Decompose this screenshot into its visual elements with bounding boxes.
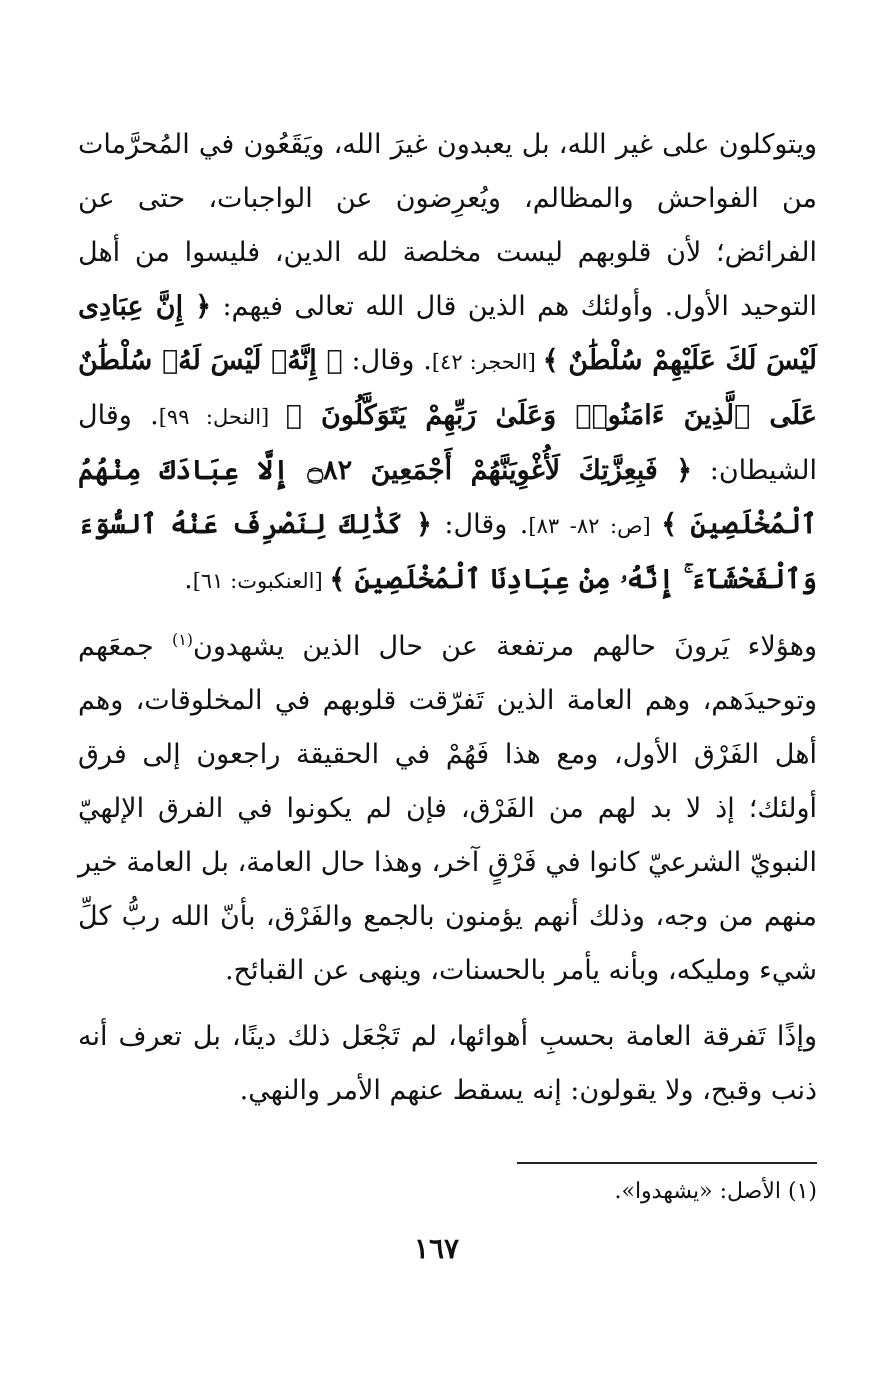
quran-verse-yusuf-24: ﴿ كَذَٰلِكَ لِنَصْرِفَ عَنْهُ ٱلسُّوٓءَ وَٱلْفَحْشَآءَ ۚ إِنَّهُۥ مِنْ عِبَادِنَا ٱلْمُخْلَصِينَ ﴾ bbox=[78, 509, 817, 595]
citation-hijr: [الحجر: ٤٢] bbox=[431, 350, 543, 374]
text-segment: . وقال: bbox=[431, 509, 529, 540]
paragraph-2 bbox=[78, 620, 817, 998]
text-segment: . وقال الشيطان: bbox=[78, 400, 817, 486]
footnote-divider bbox=[517, 1162, 817, 1164]
citation-ankabut: [العنكبوت: ٦١] bbox=[192, 569, 330, 593]
text-segment: وإذًا تَفرقة العامة بحسبِ أهوائها، لم تَجْعَل ذلك دينًا، بل تعرف أنه ذنب وقبح، ولا يقولون: إنه يسقط عنهم الأمر والنهي. bbox=[78, 1021, 817, 1106]
text-segment: وهؤلاء يَرونَ حالهم مرتفعة عن حال الذين يشهدون bbox=[193, 631, 817, 662]
text-segment: ويتوكلون على غير الله، بل يعبدون غيرَ الله، ويَقَعُون في المُحرَّمات من الفواحش والمظالم، ويُعرِضون عن الواجبات، حتى عن الفرائض؛ لأن قلوبهم ليست مخلصة لله الدين، فليسوا من أهل التوحيد الأول. وأولئك هم الذين قال الله تعالى فيهم: bbox=[78, 129, 817, 322]
text-segment: جمعَهم وتوحيدَهم، وهم العامة الذين تَفرّقت قلوبهم في المخلوقات، وهم أهل الفَرْق الأول، ومع هذا فَهُمْ في الحقيقة راجعون إلى فرق أولئك؛ إذ لا بد لهم من الفَرْق، فإن لم يكونوا في الفرق الإلهيّ النبويّ الشرعيّ كانوا في فَرْقٍ آخر، وهذا حال العامة، بل العامة خير منهم من وجه، وذلك أنهم يؤمنون بالجمع والفَرْق، بأنّ الله ربُّ كلِّ شيء ومليكه، وبأنه يأمر بالحسنات، وينهى عن القبائح. bbox=[78, 631, 817, 986]
quran-verse-nahl-99: ﴿ إِنَّهُۥ لَيْسَ لَهُۥ سُلْطَٰنٌ عَلَى ٱلَّذِينَ ءَامَنُوا۟ وَعَلَىٰ رَبِّهِمْ يَتَوَكَّلُونَ ﴾ bbox=[78, 345, 817, 431]
page-body bbox=[78, 118, 817, 1118]
footnote-text: الأصل: «يشهدوا». bbox=[614, 1179, 781, 1204]
paragraph-3 bbox=[78, 1010, 817, 1118]
footnote bbox=[78, 1176, 817, 1208]
text-segment: . bbox=[184, 564, 193, 595]
citation-nahl: [النحل: ٩٩] bbox=[158, 405, 286, 429]
page-number: ١٦٧ bbox=[413, 1232, 460, 1265]
paragraph-1 bbox=[78, 118, 817, 608]
text-segment: . وقال: bbox=[342, 345, 432, 376]
quran-verse-sad-82-83: ﴿ فَبِعِزَّتِكَ لَأُغْوِيَنَّهُمْ أَجْمَعِينَ ۝٨٢ إِلَّا عِبَادَكَ مِنْهُمُ ٱلْمُخْلَصِينَ ﴾ bbox=[78, 455, 817, 540]
citation-sad: [ص: ٨٢- ٨٣] bbox=[528, 514, 662, 538]
quran-verse-hijr-42: ﴿ إِنَّ عِبَادِى لَيْسَ لَكَ عَلَيْهِمْ سُلْطَٰنٌ ﴾ bbox=[78, 291, 817, 376]
footnote-number: (١) bbox=[787, 1179, 817, 1204]
footnote-reference[interactable]: (١) bbox=[171, 630, 194, 649]
